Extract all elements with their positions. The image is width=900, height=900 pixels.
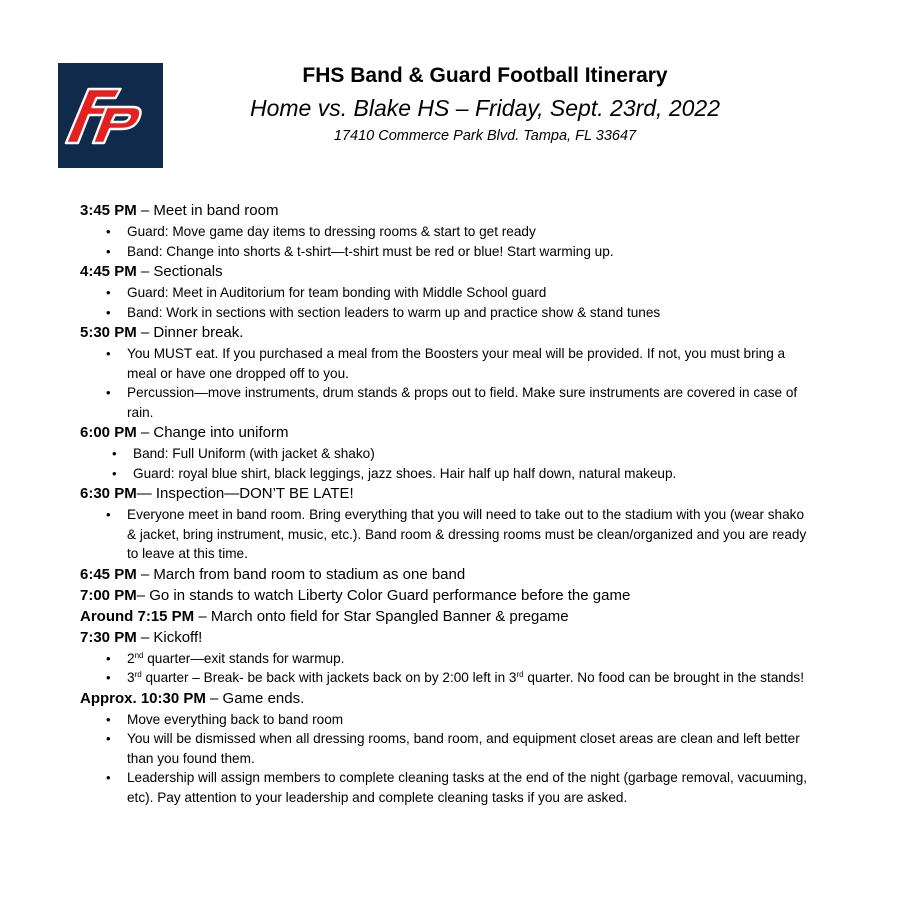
entry-heading <box>80 565 810 585</box>
entry-bullet-list <box>80 710 810 808</box>
entry-time: 7:30 PM <box>80 628 137 646</box>
entry-label: – March from band room to stadium as one band <box>136 565 466 583</box>
bullet-item: • Guard: Move game day items to dressing rooms & start to get ready <box>127 222 810 242</box>
entry-bullet-list <box>80 344 810 422</box>
entry-heading <box>80 323 810 343</box>
bullet-item: • You will be dismissed when all dressing rooms, band room, and equipment closet areas are clean and left better than you found them. <box>127 729 810 768</box>
bullet-text: quarter. No food can be brought in the stands! <box>523 670 804 685</box>
entry-time: Around 7:15 PM <box>80 607 195 625</box>
schedule-entry <box>80 689 810 808</box>
schedule-entry <box>80 201 810 261</box>
entry-label: – Dinner break. <box>136 324 244 341</box>
entry-bullet-list <box>80 649 810 688</box>
bullet-item: • Percussion—move instruments, drum stands & props out to field. Make sure instruments are covered in case of rain. <box>127 383 810 422</box>
entry-label: – March onto field for Star Spangled Banner & pregame <box>194 607 569 625</box>
bullet-item: • Guard: Meet in Auditorium for team bonding with Middle School guard <box>127 283 810 303</box>
entry-bullet-list <box>80 444 810 483</box>
ordinal-suffix: rd <box>134 670 142 679</box>
bullet-item <box>127 668 810 688</box>
entry-time: 4:45 PM <box>80 263 137 280</box>
schedule-entry <box>80 565 810 585</box>
entry-bullet-list <box>80 505 810 564</box>
entry-label: – Go in stands to watch Liberty Color Guard performance before the game <box>136 586 631 604</box>
bullet-item <box>127 649 810 669</box>
bullet-item: • Guard: royal blue shirt, black leggings, jazz shoes. Hair half up half down, natural makeup. <box>133 464 810 484</box>
entry-heading <box>80 586 810 606</box>
entry-time: 5:30 PM <box>80 324 137 341</box>
schedule-entry <box>80 607 810 627</box>
entry-label: — Inspection—DON’T BE LATE! <box>136 485 354 502</box>
schedule-entry <box>80 323 810 422</box>
fp-logo-mark <box>58 63 163 168</box>
bullet-item: • You MUST eat. If you purchased a meal from the Boosters your meal will be provided. If not, you must bring a meal or have one dropped off to you. <box>127 344 810 383</box>
bullet-text: 3 <box>127 670 135 685</box>
entry-label: – Sectionals <box>136 263 223 280</box>
entry-heading <box>80 607 810 627</box>
page-title: FHS Band & Guard Football Itinerary <box>302 64 668 87</box>
entry-time: 7:00 PM <box>80 586 137 604</box>
entry-time: Approx. 10:30 PM <box>80 689 206 707</box>
entry-time: 3:45 PM <box>80 202 137 219</box>
schedule-entry <box>80 262 810 322</box>
bullet-text: 2 <box>127 650 135 666</box>
entry-label: – Meet in band room <box>136 202 279 219</box>
itinerary-schedule <box>80 200 810 807</box>
fp-logo <box>58 63 163 168</box>
bullet-item: • Band: Change into shorts & t-shirt—t-shirt must be red or blue! Start warming up. <box>127 242 810 262</box>
entry-heading <box>80 484 810 504</box>
bullet-item: • Move everything back to band room <box>127 710 810 730</box>
bullet-item: • Everyone meet in band room. Bring everything that you will need to take out to the stadium with you (wear shako & jacket, bring instrument, music, etc.). Band room & dressing rooms must be clean/organized and you are ready to leave at this time. <box>127 505 810 564</box>
entry-bullet-list <box>80 222 810 261</box>
entry-bullet-list <box>80 283 810 322</box>
bullet-text: quarter—exit stands for warmup. <box>143 650 345 666</box>
ordinal-suffix: rd <box>516 670 524 679</box>
entry-time: 6:30 PM <box>80 485 137 502</box>
entry-time: 6:00 PM <box>80 424 137 441</box>
schedule-entry <box>80 628 810 688</box>
entry-heading <box>80 689 810 709</box>
entry-heading <box>80 262 810 282</box>
entry-label: – Kickoff! <box>136 628 203 646</box>
entry-heading <box>80 628 810 648</box>
schedule-entry <box>80 423 810 483</box>
bullet-item: • Band: Work in sections with section leaders to warm up and practice show & stand tunes <box>127 303 810 323</box>
entry-heading <box>80 423 810 443</box>
entry-heading <box>80 201 810 221</box>
venue-address: 17410 Commerce Park Blvd. Tampa, FL 33647 <box>333 128 637 144</box>
schedule-entry <box>80 484 810 564</box>
game-subtitle: Home vs. Blake HS – Friday, Sept. 23rd, 2022 <box>249 95 721 121</box>
entry-label: – Change into uniform <box>136 424 289 441</box>
schedule-entry <box>80 586 810 606</box>
bullet-item: • Band: Full Uniform (with jacket & shako) <box>133 444 810 464</box>
bullet-item: • Leadership will assign members to complete cleaning tasks at the end of the night (garbage removal, vacuuming, etc). Pay attention to your leadership and complete cleaning tasks if you are asked. <box>127 768 810 807</box>
entry-time: 6:45 PM <box>80 565 137 583</box>
entry-label: – Game ends. <box>205 689 305 707</box>
bullet-text: quarter – Break- be back with jackets back on by 2:00 left in 3 <box>141 670 517 685</box>
ordinal-suffix: nd <box>134 650 144 660</box>
